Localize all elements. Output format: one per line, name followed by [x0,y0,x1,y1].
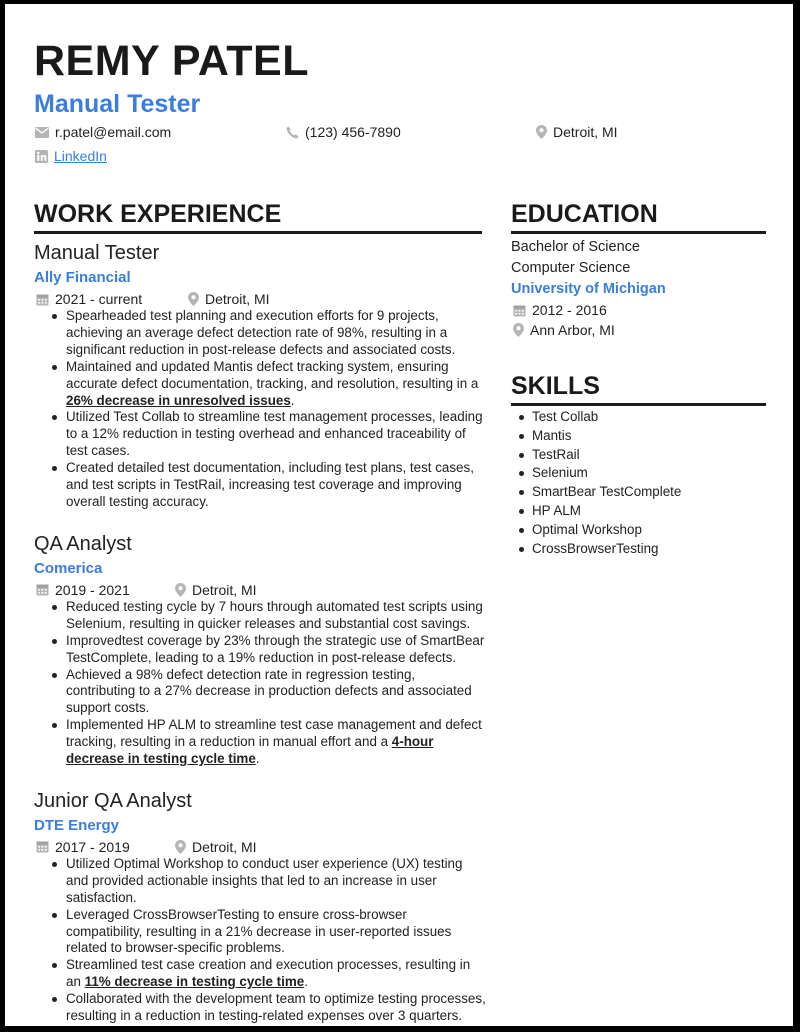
skill-item: Mantis [532,427,766,446]
highlight-metric: 11% decrease in testing cycle time [84,974,305,990]
email-text: r.patel@email.com [55,124,172,140]
skill-item: CrossBrowserTesting [532,540,766,559]
job-location: Detroit, MI [188,290,270,308]
education-location-text: Ann Arbor, MI [530,322,615,338]
skill-item: SmartBear TestComplete [532,483,766,502]
contact-email [35,123,171,141]
job-entry [34,240,486,511]
education-divider [511,231,766,234]
linkedin-icon [35,150,48,163]
job-bullet: Streamlined test case creation and execution processes, resulting in an 11% decrease in testing cycle time. [66,957,486,991]
job-bullet: Spearheaded test planning and execution efforts for 9 projects, achieving an average defect detection rate of 98%, resulting in a significant reduction in post-release defects and associated costs. [66,308,486,359]
job-bullets [34,599,486,768]
education-heading: EDUCATION [511,200,658,228]
job-meta [34,290,486,308]
skills-list [511,408,766,558]
job-dates: 2019 - 2021 [34,581,175,599]
work-experience-heading: WORK EXPERIENCE [34,200,282,228]
envelope-icon [35,127,49,138]
job-bullet: Maintained and updated Mantis defect tracking system, ensuring accurate defect documentation, tracking, and resolution, resulting in a 26% decrease in unresolved issues. [66,359,486,410]
work-experience-divider [34,231,482,234]
calendar-icon [513,304,526,317]
job-bullet: Utilized Optimal Workshop to conduct user experience (UX) testing and provided actionable insights that led to an increase in user satisfaction. [66,856,486,907]
linkedin-link[interactable]: LinkedIn [54,148,107,164]
candidate-name: REMY PATEL [34,37,309,85]
highlight-metric: 4-hour decrease in testing cycle time [66,734,434,767]
education-block [511,237,766,340]
location-pin-icon [188,292,199,306]
skill-item: Optimal Workshop [532,521,766,540]
job-bullet: Leveraged CrossBrowserTesting to ensure cross-browser compatibility, resulting in a 21% decrease in user-reported issues related to browser-specific problems. [66,907,486,958]
job-dates: 2017 - 2019 [34,838,175,856]
skill-item: Test Collab [532,408,766,427]
education-field: Computer Science [511,260,631,276]
work-experience-list [34,240,486,1026]
job-meta [34,838,486,856]
candidate-role: Manual Tester [34,90,201,118]
job-meta [34,581,486,599]
education-location [511,320,766,340]
location-pin-icon [175,840,186,854]
location-pin-icon [513,323,524,337]
location-pin-icon [536,125,547,139]
contact-phone [286,123,401,141]
job-bullet: Improvedtest coverage by 23% through the strategic use of SmartBear TestComplete, leading to a 19% reduction in post-release defects. [66,632,485,665]
skills-heading: SKILLS [511,372,600,400]
resume-page [5,4,793,1026]
contact-linkedin [35,147,107,165]
skill-item: HP ALM [532,502,766,521]
job-entry [34,531,486,768]
job-company: DTE Energy [34,816,120,834]
job-company: Comerica [34,559,103,577]
job-location: Detroit, MI [175,838,257,856]
calendar-icon [36,840,49,853]
job-title: Junior QA Analyst [34,789,192,812]
job-bullet: Reduced testing cycle by 7 hours through automated test scripts using Selenium, resulting in quicker releases and substantial cost savings. [66,599,486,633]
job-location: Detroit, MI [175,581,257,599]
education-degree: Bachelor of Science [511,239,640,255]
job-bullets [34,308,486,511]
job-title: QA Analyst [34,532,132,555]
contact-location [536,123,618,141]
job-bullet: Achieved a 98% defect detection rate in regression testing, contributing to a 27% decrease in production defects and associated support costs. [66,667,486,718]
location-text: Detroit, MI [553,124,618,140]
job-company: Ally Financial [34,269,131,286]
phone-text: (123) 456-7890 [305,124,401,140]
phone-icon [286,126,299,139]
location-pin-icon [175,583,186,597]
skills-block [511,408,766,558]
job-entry [34,788,486,1025]
job-title: Manual Tester [34,242,160,264]
job-dates: 2021 - current [34,290,188,308]
highlight-metric: 26% decrease in unresolved issues [66,392,291,408]
job-bullets [34,856,486,1025]
education-dates [511,300,766,320]
education-dates-text: 2012 - 2016 [532,302,607,318]
calendar-icon [36,293,49,306]
skill-item: Selenium [532,464,766,483]
job-bullet: Created detailed test documentation, including test plans, test cases, and test scripts in TestRail, increasing test coverage and improving overall testing accuracy. [66,460,486,511]
calendar-icon [36,583,49,596]
job-bullet: Implemented HP ALM to streamline test case management and defect tracking, resulting in a reduction in manual effort and a 4-hour decrease in testing cycle time. [66,717,486,768]
skills-divider [511,403,766,406]
job-bullet: Utilized Test Collab to streamline test management processes, leading to a 12% reduction in testing overhead and enhanced traceability of test cases. [66,409,486,460]
job-bullet: Collaborated with the development team to optimize testing processes, resulting in a reduction in testing-related expenses over 3 quarters. [66,991,486,1024]
education-school: University of Michigan [511,281,666,297]
skill-item: TestRail [532,446,766,465]
